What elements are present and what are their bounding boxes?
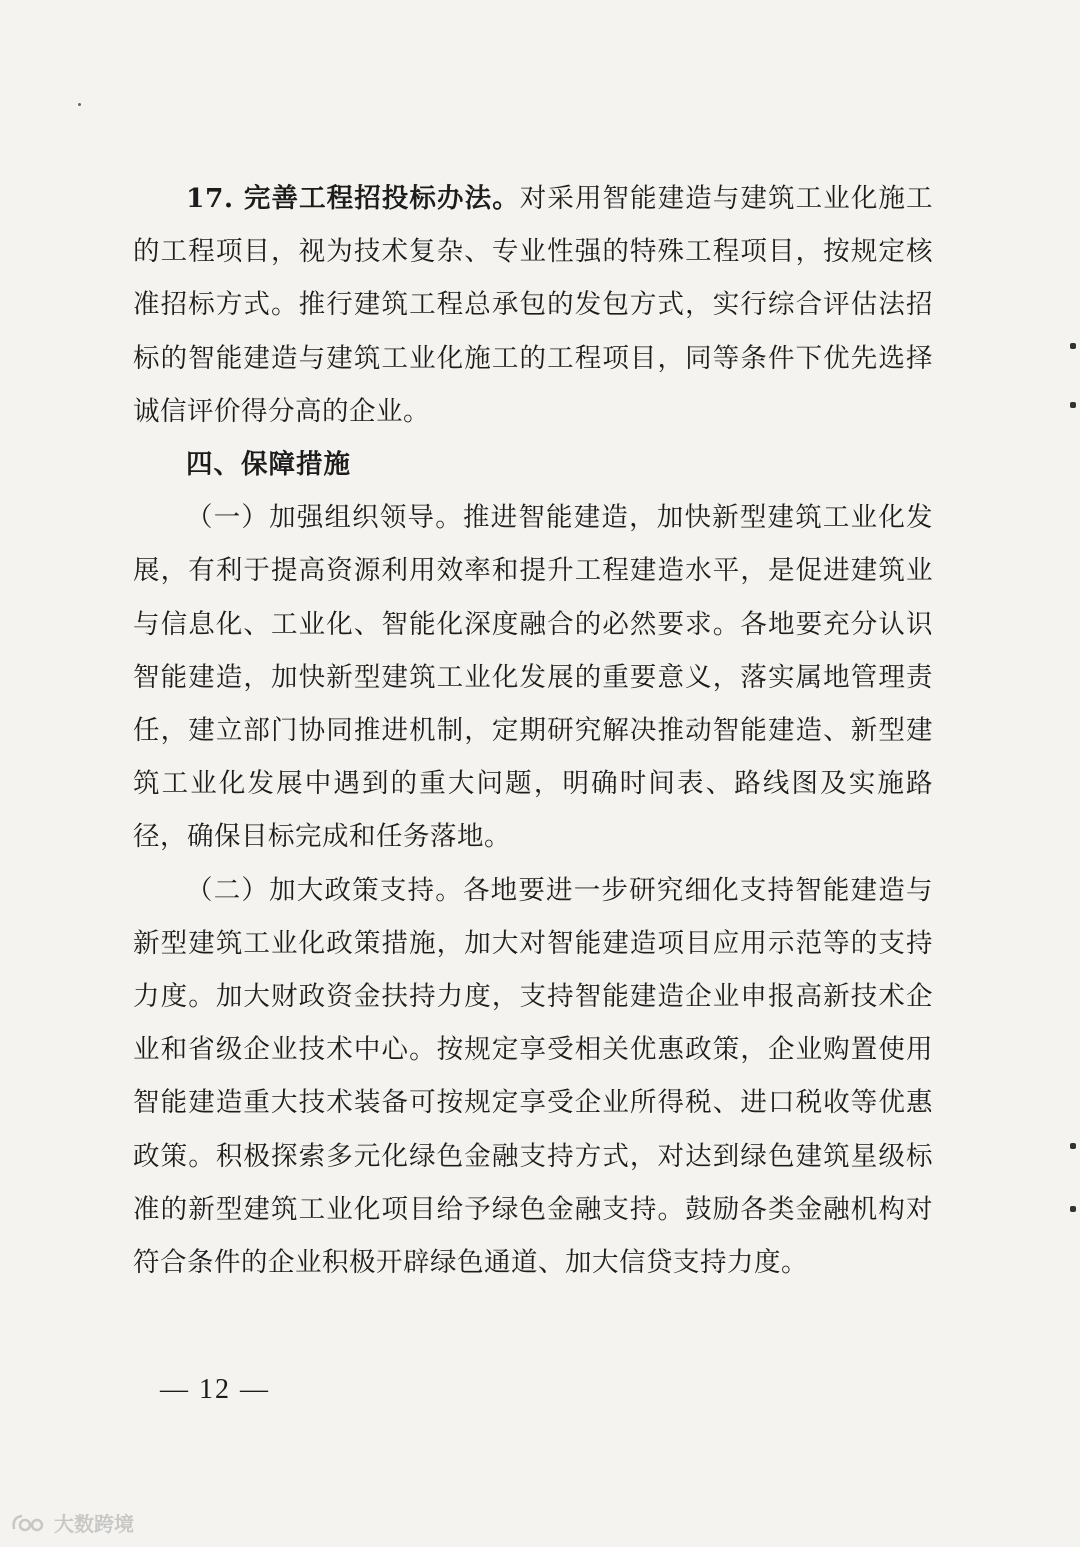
edge-mark: [1070, 1143, 1076, 1149]
paragraph-text: 各地要进一步研究细化支持智能建造与新型建筑工业化政策措施，加大对智能建造项目应用示范等的支持力度。加大财政资金扶持力度，支持智能建造企业申报高新技术企业和省级企业技术中心。按规定享受相关优惠政策，企业购置使用智能建造重大技术装备可按规定享受企业所得税、进口税收等优惠政策。积极探索多元化绿色金融支持方式，对达到绿色建筑星级标准的新型建筑工业化项目给予绿色金融支持。鼓励各类金融机构对符合条件的企业积极开辟绿色通道、加大信贷支持力度。: [133, 874, 934, 1279]
edge-mark: [1070, 402, 1076, 408]
paragraph-policy: [133, 864, 933, 1290]
edge-mark: [1070, 1206, 1076, 1212]
paragraph-text: 推进智能建造，加快新型建筑工业化发展，有利于提高资源利用效率和提升工程建造水平，是促进建筑业与信息化、工业化、智能化深度融合的必然要求。各地要充分认识智能建造，加快新型建筑工业化发展的重要意义，落实属地管理责任，建立部门协同推进机制，定期研究解决推动智能建造、新型建筑工业化发展中遇到的重大问题，明确时间表、路线图及实施路径，确保目标完成和任务落地。: [133, 502, 934, 853]
paragraph-lead: （二）加大政策支持。: [186, 874, 463, 906]
paragraph-organization: [133, 491, 933, 863]
edge-mark: [1070, 343, 1076, 349]
watermark-logo-icon: [10, 1511, 48, 1535]
paragraph-lead: 17. 完善工程招投标办法。: [186, 183, 520, 214]
paragraph-17: [133, 172, 933, 438]
page-number: — 12 —: [160, 1374, 270, 1405]
body-text: [133, 172, 933, 1289]
scan-speck: [78, 103, 81, 106]
watermark-text: 大数跨境: [54, 1512, 134, 1536]
watermark: [10, 1508, 134, 1537]
section-title: 四、保障措施: [186, 449, 351, 481]
paragraph-text: 对采用智能建造与建筑工业化施工的工程项目，视为技术复杂、专业性强的特殊工程项目，按规定核准招标方式。推行建筑工程总承包的发包方式，实行综合评估法招标的智能建造与建筑工业化施工的工程项目，同等条件下优先选择诚信评价得分高的企业。: [133, 183, 933, 427]
paragraph-lead: （一）加强组织领导。: [186, 502, 463, 534]
